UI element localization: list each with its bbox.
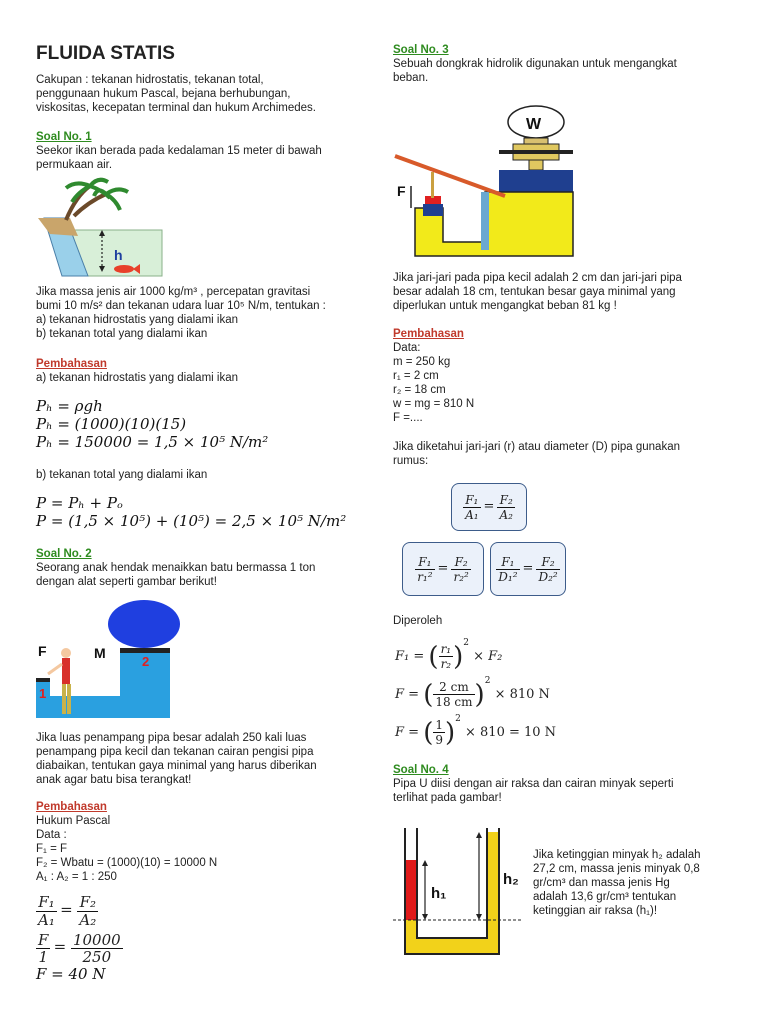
mass-m-label: M	[94, 645, 106, 661]
page-title: FLUIDA STATIS	[36, 43, 175, 64]
soal1-figure-fish-depth	[36, 176, 166, 278]
force-f-label: F	[38, 643, 47, 659]
soal1-pembahasan: Pembahasan a) tekanan hidrostatis yang dialami ikan	[36, 358, 239, 384]
soal2-figure-lift	[36, 600, 186, 720]
soal4-heading: Soal No. 4	[393, 764, 449, 776]
soal1-equations-b: P = Pₕ + Pₒ P = (1,5 × 10⁵) + (10⁵) = 2,5 × 10⁵ N/m²	[36, 494, 347, 530]
formula-box-diameter: $\frac{\text{F₁}}{\text{D₁²}}$ = $\frac{\text{F₂}}{\text{D₂²}}$	[490, 542, 566, 596]
result-eq1: F₁ = ( $\frac{\text{r₁}}{\text{r₂}}$ ) 2 × F₂	[395, 637, 503, 672]
formula-box-area: $\frac{\text{F₁}}{\text{A₁}}$ = $\frac{\text{F₂}}{\text{A₂}}$	[451, 483, 527, 531]
piston-1-label: 1	[39, 686, 47, 701]
soal3-figure-hydraulic-jack	[393, 100, 593, 260]
diperoleh-label: Diperoleh	[393, 615, 443, 627]
soal4-figure-u-tube	[393, 822, 533, 962]
soal2-heading: Soal No. 2	[36, 548, 92, 560]
soal2-eq3: F = 40 N	[36, 965, 106, 983]
soal2-pembahasan: Pembahasan Hukum Pascal Data : F₁ = F F₂ = Wbatu = (1000)(10) = 10000 N A₁ : A₂ = 1 : 250	[36, 801, 218, 883]
soal1-given: Jika massa jenis air 1000 kg/m³ , percepatan gravitasi bumi 10 m/s² dan tekanan udara luar 10⁵ N/m, tentukan : a) tekanan hidrostatis yang dialami ikan b) tekanan total yang dialami ikan	[36, 286, 326, 340]
weight-w-label: W	[526, 116, 542, 133]
result-eq3: F = ( $\frac{1}{9}$ ) 2 × 810 = 10 N	[395, 713, 557, 748]
soal3-heading: Soal No. 3	[393, 44, 449, 56]
soal2-eq1: $\frac{\text{F₁}}{\text{A₁}}$ = $\frac{\text{F₂}}{\text{A₂}}$	[38, 893, 97, 929]
soal4-block: Soal No. 4 Pipa U diisi dengan air raksa dan cairan minyak seperti terlihat pada gambar!	[393, 763, 733, 805]
soal1-block: Soal No. 1 Seekor ikan berada pada kedalaman 15 meter di bawah permukaan air.	[36, 130, 366, 172]
soal2-eq2: $\frac{F}{1}$ = $\frac{10000}{250}$	[38, 931, 121, 966]
soal2-block: Soal No. 2 Seorang anak hendak menaikkan batu bermassa 1 ton dengan alat seperti gambar berikut!	[36, 547, 366, 589]
formula-box-radius: $\frac{\text{F₁}}{\text{r₁²}}$ = $\frac{\text{F₂}}{\text{r₂²}}$	[402, 542, 484, 596]
soal1-equations-a: Pₕ = ρgh Pₕ = (1000)(10)(15) Pₕ = 150000 = 1,5 × 10⁵ N/m²	[36, 397, 269, 451]
soal3-rumus: Jika diketahui jari-jari (r) atau diameter (D) pipa gunakan rumus:	[393, 441, 680, 467]
soal3-block: Soal No. 3 Sebuah dongkrak hidrolik digunakan untuk mengangkat beban.	[393, 43, 733, 85]
intro-text: Cakupan : tekanan hidrostatis, tekanan total, penggunaan hukum Pascal, bejana berhubungan, viskositas, kecepatan terminal dan hukum Archimedes.	[36, 74, 316, 114]
soal1-part-b: b) tekanan total yang dialami ikan	[36, 469, 208, 481]
result-eq2: F = ( $\frac{2 cm}{18 cm}$ ) 2 × 810 N	[395, 675, 550, 710]
force-f-label: F	[397, 183, 406, 199]
soal3-pembahasan: Pembahasan Data: m = 250 kg r₁ = 2 cm r₂ = 18 cm w = mg = 810 N F =....	[393, 328, 475, 424]
height-h1-label: h₁	[431, 885, 447, 902]
soal3-given: Jika jari-jari pada pipa kecil adalah 2 cm dan jari-jari pipa besar adalah 18 cm, tentukan besar gaya minimal yang diperlukan untuk mengangkat beban 81 kg !	[393, 272, 682, 312]
soal2-given: Jika luas penampang pipa besar adalah 250 kali luas penampang pipa kecil dan tekanan cairan pengisi pipa diabaikan, tentukan gaya minimal yang harus diberikan anak agar batu bisa terangkat!	[36, 732, 317, 786]
soal1-heading: Soal No. 1	[36, 131, 92, 143]
depth-h-label: h	[114, 247, 123, 263]
height-h2-label: h₂	[503, 871, 519, 888]
piston-2-label: 2	[142, 654, 150, 669]
soal4-given: Jika ketinggian minyak h₂ adalah 27,2 cm, massa jenis minyak 0,8 gr/cm³ dan massa jenis Hg adalah 13,6 gr/cm³ tentukan ketinggian air raksa (h₁)!	[533, 849, 701, 917]
